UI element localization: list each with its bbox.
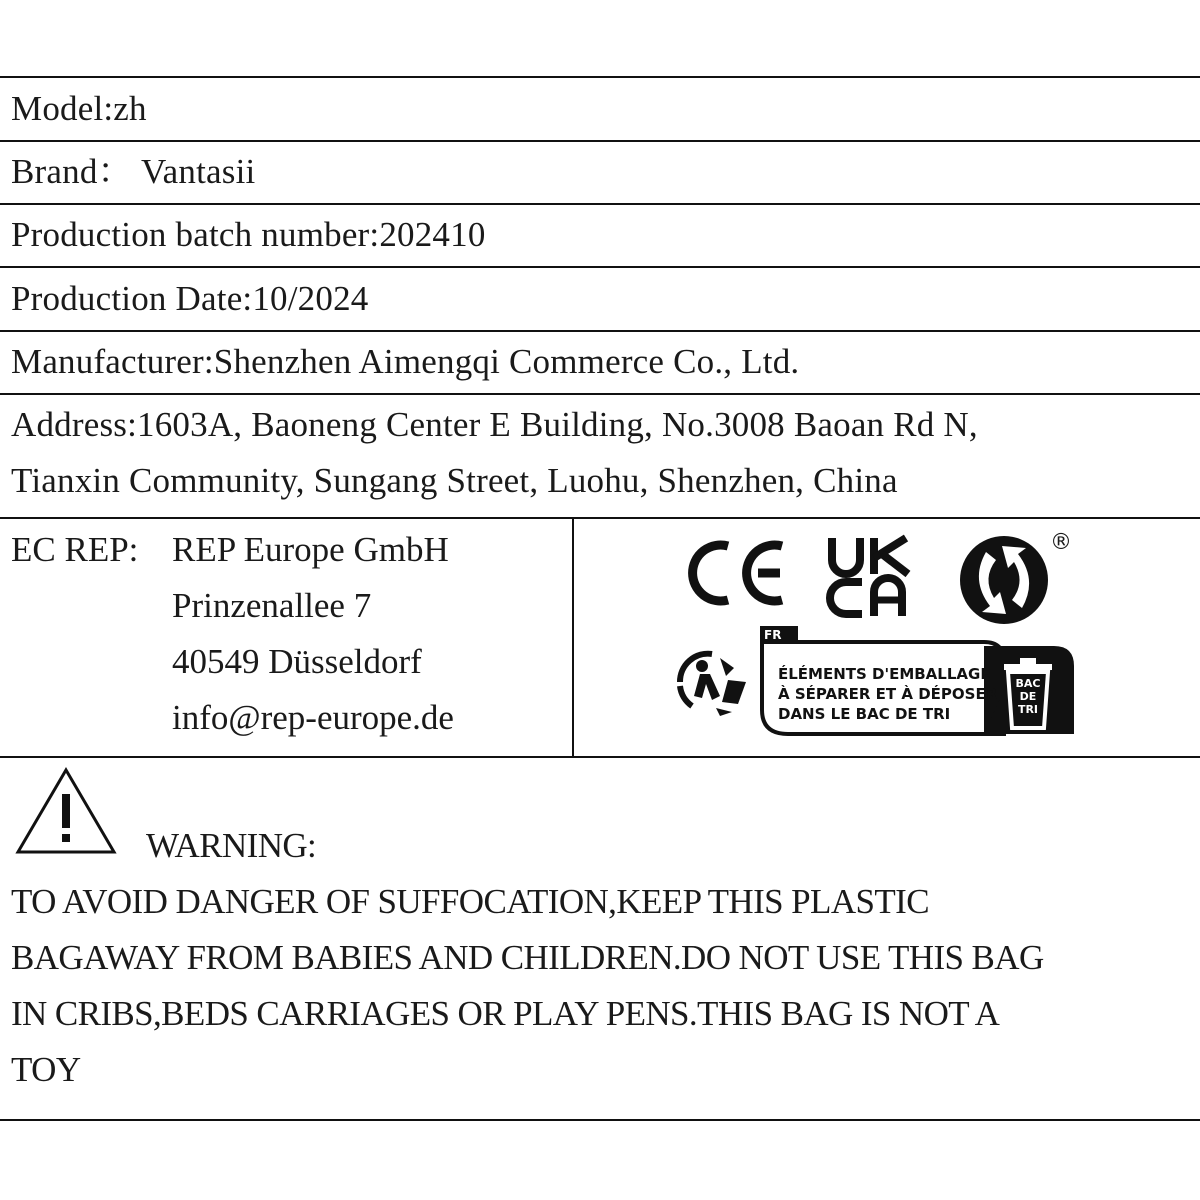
warning-line-3: IN CRIBS,BEDS CARRIAGES OR PLAY PENS.THIS BAG IS NOT A	[11, 994, 1000, 1033]
green-dot-icon	[956, 532, 1052, 628]
model-text: Model:zh	[11, 89, 147, 128]
warning-title: WARNING:	[146, 826, 317, 865]
rule	[0, 393, 1200, 395]
ec-rep-street: Prinzenallee 7	[172, 586, 372, 625]
triman-icon	[672, 646, 752, 718]
warning-triangle-icon	[14, 766, 118, 856]
production-date-text: Production Date:10/2024	[11, 279, 369, 318]
fr-tag: FR	[764, 628, 782, 642]
registered-symbol: ®	[1050, 530, 1072, 555]
bin-label-3: TRI	[1017, 703, 1039, 716]
rule	[0, 756, 1200, 758]
rule	[0, 517, 1200, 519]
triman-line-3: DANS LE BAC DE TRI	[778, 705, 951, 723]
address-line-1: Address:1603A, Baoneng Center E Building, No.3008 Baoan Rd N,	[11, 405, 978, 444]
ec-rep-email: info@rep-europe.de	[172, 698, 454, 737]
ec-rep-label: EC REP:	[11, 530, 139, 569]
ce-mark-icon	[684, 538, 790, 608]
ukca-mark-icon	[826, 534, 916, 620]
batch-number-text: Production batch number:202410	[11, 215, 486, 254]
rule	[0, 330, 1200, 332]
ec-rep-company: REP Europe GmbH	[172, 530, 449, 569]
bin-label-2: DE	[1019, 690, 1037, 703]
bin-label-1: BAC	[1015, 677, 1041, 690]
ec-rep-city: 40549 Düsseldorf	[172, 642, 422, 681]
rule	[0, 203, 1200, 205]
triman-line-2: À SÉPARER ET À DÉPOSER	[778, 685, 998, 703]
warning-line-1: TO AVOID DANGER OF SUFFOCATION,KEEP THIS PLASTIC	[11, 882, 929, 921]
triman-line-1: ÉLÉMENTS D'EMBALLAGE	[778, 665, 991, 683]
warning-line-2: BAGAWAY FROM BABIES AND CHILDREN.DO NOT USE THIS BAG	[11, 938, 1044, 977]
manufacturer-text: Manufacturer:Shenzhen Aimengqi Commerce Co., Ltd.	[11, 342, 800, 381]
rule-top	[0, 76, 1200, 78]
rule-bottom	[0, 1119, 1200, 1121]
rule	[0, 266, 1200, 268]
warning-line-4: TOY	[11, 1050, 81, 1089]
column-divider	[572, 518, 574, 756]
rule	[0, 140, 1200, 142]
brand-text: Brand： Vantasii	[11, 152, 256, 191]
address-line-2: Tianxin Community, Sungang Street, Luohu, Shenzhen, China	[11, 461, 898, 500]
